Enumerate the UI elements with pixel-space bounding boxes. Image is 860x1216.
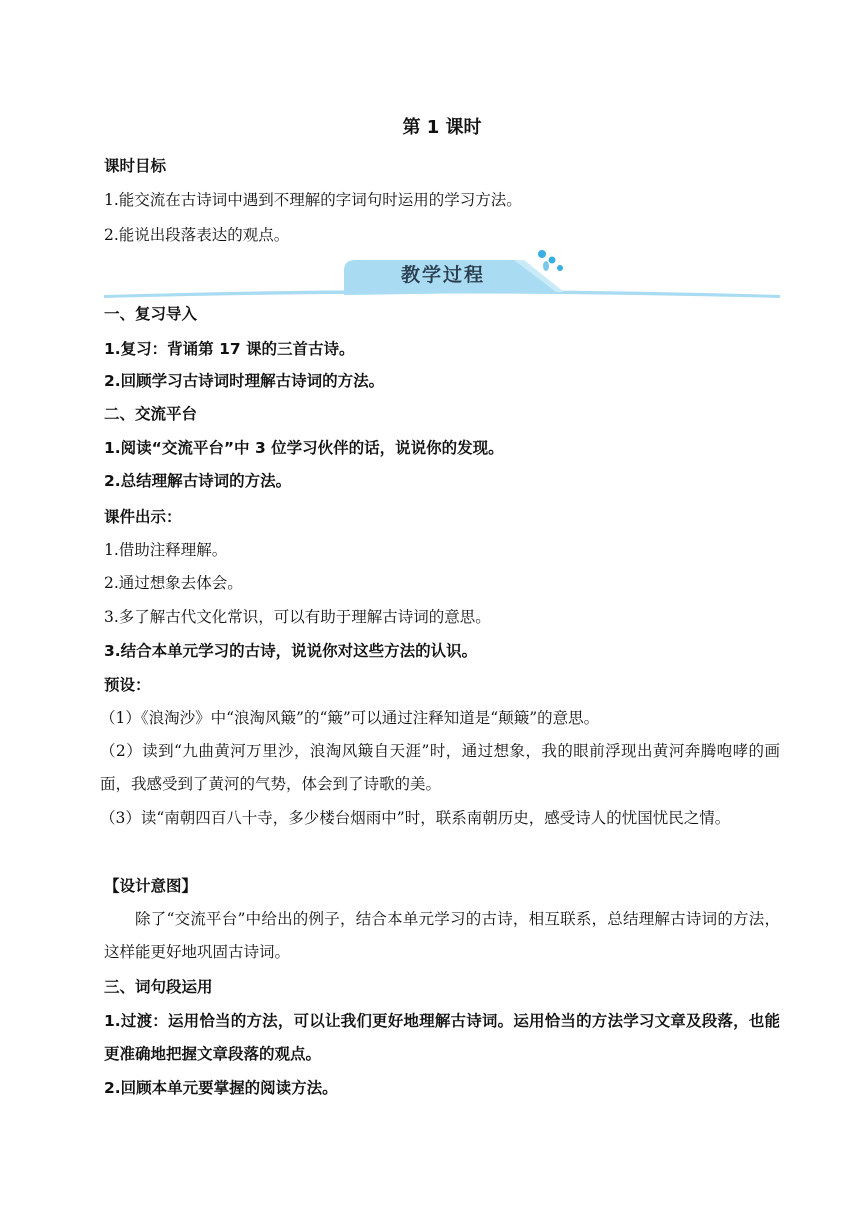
- courseware-item-3: 3.多了解古代文化常识，可以有助于理解古诗词的意思。: [104, 608, 491, 626]
- goal-item-1: 1.能交流在古诗词中遇到不理解的字词句时运用的学习方法。: [104, 191, 522, 209]
- courseware-item-1: 1.借助注释理解。: [104, 541, 228, 559]
- preset-item-3: （3）读“南朝四百八十寺，多少楼台烟雨中”时，联系南朝历史，感受诗人的忧国忧民之情。: [100, 809, 731, 827]
- section3-item-2: 2.回顾本单元要掌握的阅读方法。: [104, 1079, 338, 1097]
- goals-heading: 课时目标: [104, 157, 167, 175]
- water-drop-icon: [538, 250, 546, 258]
- teaching-process-banner: [104, 248, 780, 300]
- section3-heading: 三、词句段运用: [104, 978, 213, 996]
- section2-item-2: 2.总结理解古诗词的方法。: [104, 472, 292, 490]
- section1-item-2: 2.回顾学习古诗词时理解古诗词的方法。: [104, 372, 385, 390]
- banner-label: 教学过程: [400, 264, 485, 286]
- section1-item-1: 1.复习：背诵第 17 课的三首古诗。: [104, 340, 355, 358]
- preset-item-1: （1）《浪淘沙》中“浪淘风簸”的“簸”可以通过注释知道是“颠簸”的意思。: [100, 709, 600, 727]
- preset-item-2: （2）读到“九曲黄河万里沙，浪淘风簸自天涯”时，通过想象，我的眼前浮现出黄河奔腾咆哮的画面，我感受到了黄河的气势，体会到了诗歌的美。: [100, 742, 780, 793]
- courseware-item-2: 2.通过想象去体会。: [104, 574, 243, 592]
- section1-heading: 一、复习导入: [104, 305, 198, 323]
- courseware-label: 课件出示：: [104, 508, 182, 526]
- design-intent-text: 除了“交流平台”中给出的例子，结合本单元学习的古诗，相互联系，总结理解古诗词的方法，这样能更好地巩固古诗词。: [104, 910, 780, 961]
- section2-item-1: 1.阅读“交流平台”中 3 位学习伙伴的话，说说你的发现。: [104, 439, 504, 457]
- section2-item-3: 3.结合本单元学习的古诗，说说你对这些方法的认识。: [104, 642, 478, 660]
- preset-label: 预设：: [104, 676, 151, 694]
- design-intent-label: 【设计意图】: [104, 877, 198, 895]
- page-title: 第 1 课时: [402, 117, 482, 138]
- goal-item-2: 2.能说出段落表达的观点。: [104, 226, 290, 244]
- section2-heading: 二、交流平台: [104, 405, 198, 423]
- section3-item-1: 1.过渡：运用恰当的方法，可以让我们更好地理解古诗词。运用恰当的方法学习文章及段落，也能更准确地把握文章段落的观点。: [104, 1012, 780, 1063]
